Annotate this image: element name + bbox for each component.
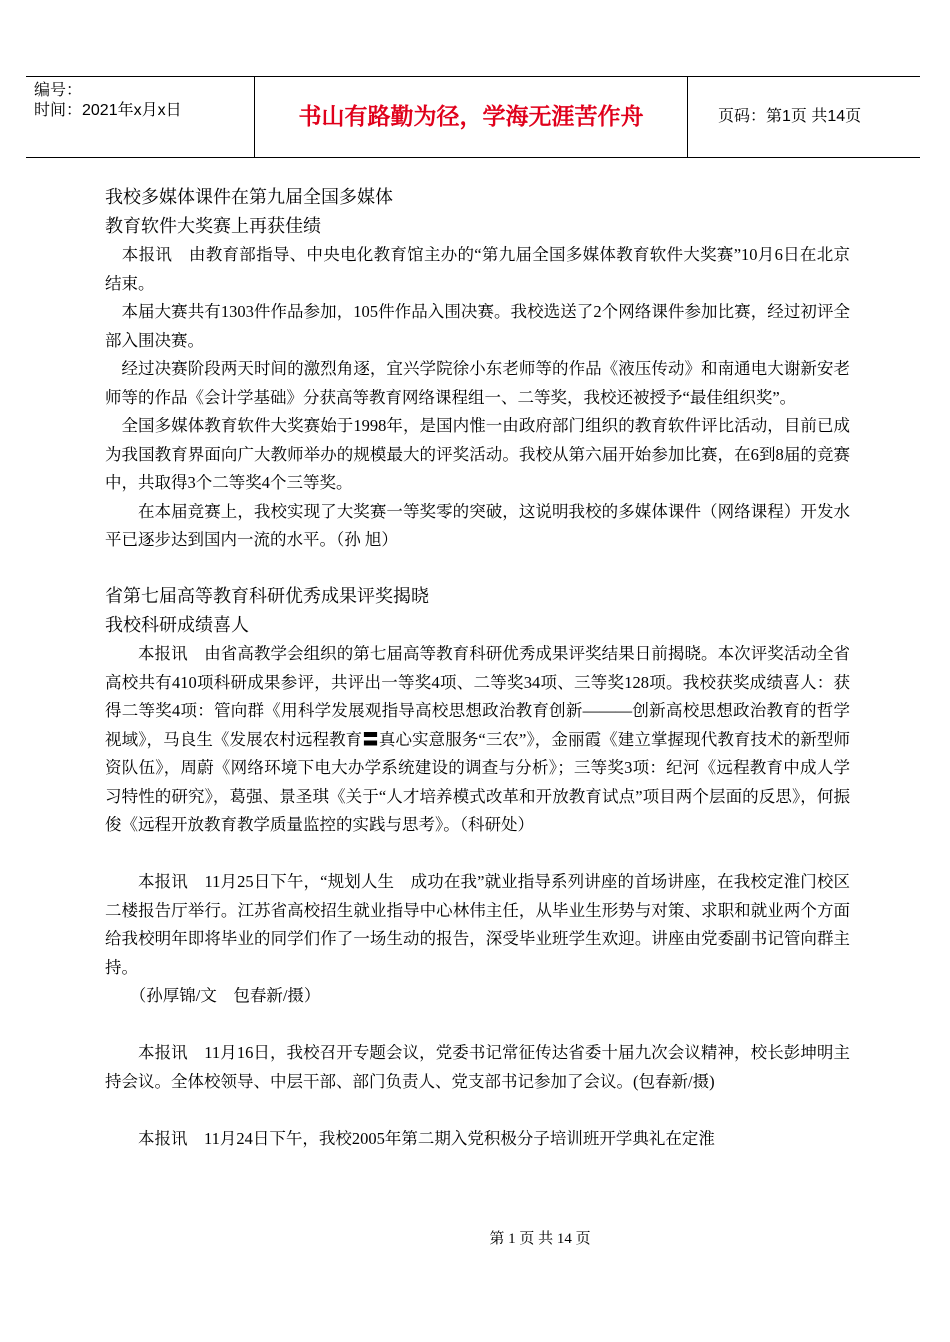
article1-title-line1: 我校多媒体课件在第九届全国多媒体 [105, 187, 393, 208]
article2-paragraph: 本报讯 由省高教学会组织的第七届高等教育科研优秀成果评奖结果日前揭晓。本次评奖活动全省高校共有410项科研成果参评，共评出一等奖4项、二等奖34项、三等奖128项。我校获奖成绩喜人：获得二等奖4项：管向群《用科学发展观指导高校思想政治教育创新———创新高校思想政治教育的哲学视域》，马良生《发展农村远程教育〓真心实意服务“三农”》，金丽霞《建立掌握现代教育技术的新型师资队伍》，周蔚《网络环境下电大办学系统建设的调查与分析》；三等奖3项：纪河《远程教育中成人学习特性的研究》，葛强、景圣琪《关于“人才培养模式改革和开放教育试点”项目两个层面的反思》，何振俊《远程开放教育教学质量监控的实践与思考》。（科研处） [105, 644, 850, 834]
spacer [105, 1096, 850, 1125]
article1-paragraph: 全国多媒体教育软件大奖赛始于1998年，是国内惟一由政府部门组织的教育软件评比活动，目前已成为我国教育界面向广大教师举办的规模最大的评奖活动。我校从第六届开始参加比赛，在6到8届的竞赛中，共取得3个二等奖4个三等奖。 [105, 416, 850, 492]
article2-title-line2: 我校科研成绩喜人 [105, 614, 249, 636]
article4-paragraph: 本报讯 11月16日，我校召开专题会议，党委书记常征传达省委十届九次会议精神，校长彭坤明主持会议。全体校领导、中层干部、部门负责人、党支部书记参加了会议。(包春新/摄) [105, 1043, 850, 1091]
header-page-label: 页码：第1页 共14页 [718, 108, 862, 125]
article1-paragraph: 本报讯 由教育部指导、中央电化教育馆主办的“第九届全国多媒体教育软件大奖赛”10月6日在北京结束。 [105, 245, 850, 293]
page-header [26, 76, 920, 158]
article1-paragraph: 经过决赛阶段两天时间的激烈角逐，宜兴学院徐小东老师等的作品《液压传动》和南通电大谢新安老师等的作品《会计学基础》分获高等教育网络课程组一、二等奖，我校还被授予“最佳组织奖”。 [105, 359, 850, 407]
spacer [105, 1011, 850, 1040]
article3-paragraph: 本报讯 11月25日下午，“规划人生 成功在我”就业指导系列讲座的首场讲座，在我校定淮门校区二楼报告厅举行。江苏省高校招生就业指导中心林伟主任，从毕业生形势与对策、求职和就业两个方面给我校明年即将毕业的同学们作了一场生动的报告，深受毕业班学生欢迎。讲座由党委副书记管向群主持。 [105, 872, 850, 977]
spacer [105, 840, 850, 869]
article1-title-line2: 教育软件大奖赛上再获佳绩 [105, 215, 321, 237]
page-footer: 第 1 页 共 14 页 [489, 1231, 591, 1247]
number-label: 编号： [34, 82, 83, 99]
header-motto: 书山有路勤为径，学海无涯苦作舟 [255, 77, 688, 157]
document-body [105, 184, 850, 1153]
spacer [105, 555, 850, 584]
article1-paragraph: 在本届竞赛上，我校实现了大奖赛一等奖零的突破，这说明我校的多媒体课件（网络课程）开发水平已逐步达到国内一流的水平。（孙 旭） [105, 501, 850, 549]
header-meta [26, 77, 255, 157]
article3-credit: （孙厚锦/文 包春新/摄） [129, 986, 321, 1005]
article1-paragraph: 本届大赛共有1303件作品参加，105件作品入围决赛。我校选送了2个网络课件参加比赛，经过初评全部入围决赛。 [105, 302, 850, 350]
article5-paragraph: 本报讯 11月24日下午，我校2005年第二期入党积极分子培训班开学典礼在定淮 [138, 1128, 715, 1148]
article2-title-line1: 省第七届高等教育科研优秀成果评奖揭晓 [105, 586, 429, 607]
time-label: 时间：2021年x月x日 [34, 102, 182, 119]
